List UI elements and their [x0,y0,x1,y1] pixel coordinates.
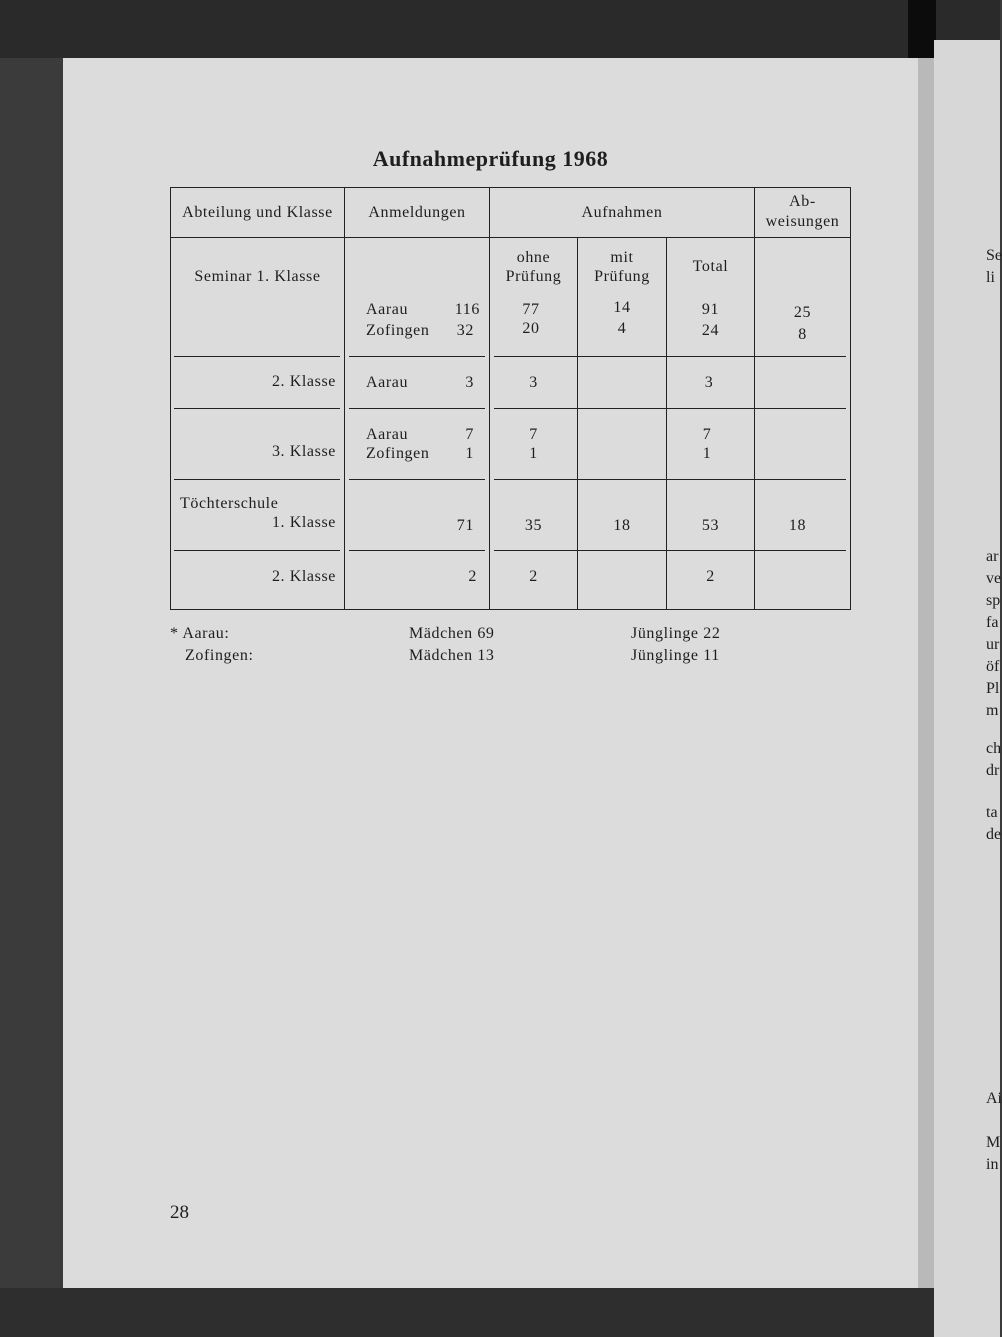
footnote-zofingen-maedchen: Mädchen 13 [409,647,495,664]
header-total: Total [692,258,729,275]
ohne-value: 7 [529,426,538,443]
adjacent-fragment: öf [986,658,1000,675]
row-separator [174,356,340,357]
mit-value: 18 [613,517,631,534]
adjacent-fragment: ch [986,740,1002,757]
adjacent-fragment: ta [986,804,998,821]
anmeldungen-value: 2 [468,568,477,585]
anmeldungen-value: 116 [454,301,480,318]
footnote-aarau-maedchen: Mädchen 69 [409,625,495,642]
adjacent-fragment: de [986,826,1002,843]
header-abweisungen: Ab- [789,193,816,210]
ohne-value: 20 [522,320,540,337]
mit-value: 4 [617,320,627,337]
row-label: 1. Klasse [271,514,336,531]
column-divider [754,187,755,610]
book-spine [908,0,936,58]
header-abteilung: Abteilung und Klasse [182,204,333,221]
header-aufnahmen: Aufnahmen [581,204,663,221]
adjacent-fragment: ve [986,570,1002,587]
row-separator [349,479,485,480]
ohne-value: 3 [529,374,538,391]
total-value: 91 [701,301,720,318]
scan-background-bottom [0,1288,934,1337]
place-label: Aarau [366,374,409,391]
ohne-value: 77 [522,301,540,318]
page-title: Aufnahmeprüfung 1968 [372,146,609,171]
table-border-top [170,187,851,188]
adjacent-fragment: dr [986,762,1000,779]
adjacent-fragment: m [986,702,999,719]
header-ohne-pruefung: Prüfung [505,268,562,285]
anmeldungen-value: 32 [456,322,474,339]
scan-background-top [0,0,1000,58]
adjacent-fragment: li [986,269,995,286]
row-separator [494,408,846,409]
table-border-left [170,187,171,610]
ohne-value: 2 [529,568,538,585]
header-ohne-pruefung: ohne [516,249,551,266]
column-divider [344,187,345,610]
adjacent-fragment: Se [986,247,1002,264]
place-label: Aarau [366,301,409,318]
row-separator [494,479,846,480]
header-rule [170,237,851,238]
adjacent-fragment: ar [986,548,999,565]
row-label: 2. Klasse [271,568,336,585]
row-separator [349,356,485,357]
table-border-right [850,187,851,610]
place-label: Zofingen [366,445,430,462]
page-gutter [918,58,934,1288]
ohne-value: 35 [524,517,543,534]
row-separator [174,479,340,480]
abweisungen-value: 25 [793,304,812,321]
total-value: 7 [702,426,712,443]
adjacent-fragment: sp [986,592,1001,609]
page-number: 28 [170,1202,189,1223]
header-mit-pruefung: mit [610,249,634,266]
row-separator [494,550,846,551]
anmeldungen-value: 71 [456,517,474,534]
mit-value: 14 [613,299,631,316]
ohne-value: 1 [529,445,538,462]
adjacent-fragment: Ai [986,1090,1002,1107]
row-separator [349,550,485,551]
footnote-aarau-juenglinge: Jünglinge 22 [631,625,721,642]
header-mit-pruefung: Prüfung [594,268,650,285]
place-label: Zofingen [366,322,430,339]
row-separator [174,408,340,409]
total-value: 53 [701,517,720,534]
table-border-bottom [170,609,851,610]
total-value: 3 [704,374,714,391]
column-divider [666,238,667,610]
footnote-zofingen-juenglinge: Jünglinge 11 [631,647,720,664]
adjacent-fragment: Pl [986,680,1000,697]
adjacent-page [934,40,1000,1337]
anmeldungen-value: 7 [465,426,474,443]
admissions-table [170,187,851,610]
row-label: 2. Klasse [271,373,336,390]
adjacent-fragment: fa [986,614,999,631]
header-abweisungen: weisungen [765,213,840,230]
anmeldungen-value: 1 [465,445,474,462]
column-divider [577,238,578,610]
total-value: 24 [701,322,720,339]
total-value: 2 [706,568,715,585]
adjacent-fragment: M [986,1134,1001,1151]
abweisungen-value: 18 [788,517,807,534]
anmeldungen-value: 3 [465,374,474,391]
adjacent-fragment: in [986,1156,999,1173]
row-separator [174,550,340,551]
row-label: 3. Klasse [271,443,336,460]
adjacent-fragment: ur [986,636,1000,653]
row-label: Töchterschule [180,495,279,512]
header-anmeldungen: Anmeldungen [368,204,466,221]
footnote-aarau-label: * Aarau: [170,625,230,642]
row-separator [494,356,846,357]
abweisungen-value: 8 [798,326,807,343]
total-value: 1 [702,445,712,462]
row-separator [349,408,485,409]
row-label: Seminar 1. Klasse [194,268,321,285]
footnote-zofingen-label: Zofingen: [185,647,254,664]
place-label: Aarau [366,426,409,443]
